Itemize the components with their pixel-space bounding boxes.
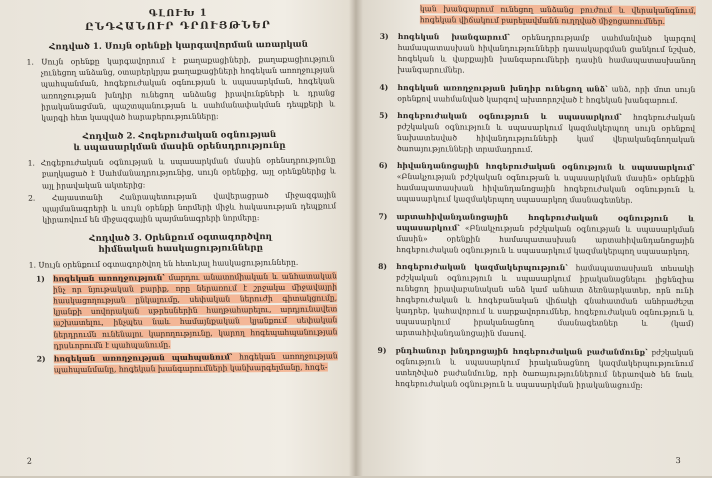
definition-term: հիվանդանոցային հոգեբուժական օգնություն և սպասարկում՝ — [396, 161, 695, 173]
definition-text: անձ, որի մոտ սույն օրենքով սահմանված կարգով ախտորոշված է հոգեկան խանգարում. — [397, 84, 696, 105]
article2-title-line1: Հոդված 2. Հոգեբուժական օգնության — [82, 130, 277, 143]
definition-text: հոգեկան առողջության պահպանմանը, հոգեկան խանգարումների կանխարգելմանը, հոգե- — [53, 351, 338, 375]
article3-title-line1: Հոդված 3. Օրենքում օգտագործվող — [89, 232, 272, 245]
definition-term: հոգեբուժական օգնություն և սպասարկում՝ — [397, 110, 622, 122]
chapter-number: ԳԼՈՒԽ 1 — [148, 7, 208, 20]
right-page — [355, 0, 712, 477]
definition-text: օրենսդրությամբ սահմանված կարգով համապատասխան հիվանդությունների դասակարգման ցանկում նշված, հոգեկան և վարքային խանգարումների դասին համապատասխանող խանգարումներ. — [397, 33, 696, 75]
definition-text: համապատասխան տեսակի բժշկական օգնություն և սպասարկում իրականացնելու լիցենզիա ունեցող իրավաբանական անձ կամ անհատ ձեռնարկատեր, որն ունի հոգեբուժական և հոգեբանական վիճակի գնահատման անհրաժեշտ կադրեր, կահավորում և սարքավորումներ, հոգեբուժական օգնություն և սպասարկում իրականացնող մասնագետներ և (կամ) արտահիվանդանոցային մասով. — [395, 263, 695, 339]
definition-item-6 — [379, 160, 695, 207]
definition-text: «Բնակչության բժշկական օգնության և սպասարկման մասին» օրենքին համապատասխան հիվանդանոցային հոգեբուժական օգնություն և սպասարկում կազմակերպող սպասարկող մասնագետներ. — [396, 172, 695, 206]
definition-term: բնդհանուր խնդրոցային հոգեբուժական բաժանմունք՝ — [395, 345, 648, 357]
article1-title: Հոդված 1. Սույն օրենքի կարգավորման առարկան — [49, 39, 308, 53]
definition-item-5 — [379, 110, 695, 157]
definition-item-7 — [378, 210, 694, 257]
definition-item-3 — [379, 31, 695, 78]
definition-item-9 — [377, 344, 693, 391]
definition-term: հոգեկան առողջություն՝ — [52, 272, 165, 283]
definition-item-8 — [378, 261, 695, 341]
item-number: 6) — [378, 161, 388, 171]
chapter-title: ԸՆԴՀԱՆՈՒՐ ԴՐՈՒՅԹՆԵՐ — [85, 20, 272, 33]
definition-item-2 — [4, 350, 360, 376]
page-number: 3 — [675, 455, 681, 466]
item-number: 3) — [379, 32, 389, 42]
item-number: 5) — [379, 110, 389, 120]
page-number: 2 — [26, 456, 32, 466]
article3-title-line2: հիմնական հասկացությունները — [98, 243, 263, 256]
article2-para2: 2. Հայաստանի Հանրապետության վավերացրած միջազգային պայմանագրերի և սույն օրենքի նորմերի միջև հակասության դեպքում կիրառվում են միջազգային պայմանագրերի նորմերը: — [28, 190, 337, 225]
item-number: 4) — [379, 82, 389, 92]
definition-text: «Բնակչության բժշկական օգնության և սպասարկման մասին» օրենքին համապատասխան արտահիվանդանոցային հոգեբուժական օգնություն և սպասարկում կազմակերպող սպասարկող. — [396, 223, 695, 256]
definition-list — [377, 31, 695, 391]
article2-para1: 1. Հոգեբուժական օգնության և սպասարկման մասին օրենսդրությունը բաղկացած է Սահմանադրությունից, սույն օրենքից, այլ օրենքներից և այլ իրավական ակտերից: — [27, 155, 336, 191]
definition-term: հոգեկան առողջության խնդիր ունեցող անձ՝ — [397, 82, 608, 94]
article1-para1: 1. Սույն օրենքը կարգավորում է քաղաքացիների, քաղաքացիություն չունեցող անձանց, օտարերկրյա քաղաքացիների հոգեկան առողջության պահպանման, հոգեբուժական օգնության և սպասարկման, հոգեկան առողջության խնդիր ունեցող անձանց իրավունքների և դրանց իրականացման, պաշտպանության և սահմանափակման դեպքերի և կարգի հետ կապված հարաբերությունները: — [26, 54, 336, 123]
article2-title-line2: և սպասարկման մասին օրենսդրությունը — [73, 141, 286, 154]
definition-text: բժշկական օգնություն և սպասարկում իրականացնող կազմակերպությունում ստեղծված բաժանմունք, որի ծառայություններում ներառված են նաև հոգեբուժական օգնություն և սպասարկման իրականացումը: — [395, 347, 694, 390]
continuation-text: կան խանգարում ունեցող անձանց բուժում և վերականգնում, հոգեկան վիճակում բարելավմանն ուղղված միջոցառումներ. — [419, 4, 696, 27]
item-number: 7) — [378, 211, 388, 221]
definition-term: հոգեբուժական կազմակերպություն՝ — [396, 261, 568, 273]
definition-term: հոգեկան առողջության պահպանում՝ — [53, 352, 233, 364]
definition-text: հոգեբուժական բժշկական օգնություն և սպասարկում կազմակերպող սույն օրենքով նախատեսված հիվանդությունների կամ վերականգնողական ծառայությունների տրամադրում. — [396, 112, 696, 155]
definition-item-4 — [379, 81, 695, 105]
definition-term: արտահիվանդանոցային հոգեբուժական օգնություն և սպասարկում՝ — [396, 211, 695, 233]
article3-title — [2, 232, 358, 258]
article3-intro: 1. Սույն օրենքում օգտագործվող են հետևյալ հասկացությունները. — [28, 258, 299, 271]
item-number: 2) — [36, 354, 46, 364]
definition-text: մարդու անատոմիական և անհատական ինչ որ նյութական բարիք, որը ներառում է շրջակա միջավայրի հասկացողության ընկալումը, սեփական ներուժի գիտակցումը, կյանքի սովորական սթրեսներին հաղթահարելու, արդյունավետ աշխատելու, ինչպես նաև համայնքական կյանքում սեփական ներդրումն ունենալու կարողությունը, կարող հոգեպահպանության դրսևորումն է պահպանումը. — [52, 270, 338, 351]
item-number: 9) — [377, 345, 387, 355]
item-number: 8) — [378, 261, 388, 271]
item-number: 1) — [35, 274, 45, 284]
article2-title — [1, 129, 357, 155]
definition-item-1 — [3, 270, 360, 352]
definition-term: հոգեկան խանգարում՝ — [397, 32, 510, 43]
